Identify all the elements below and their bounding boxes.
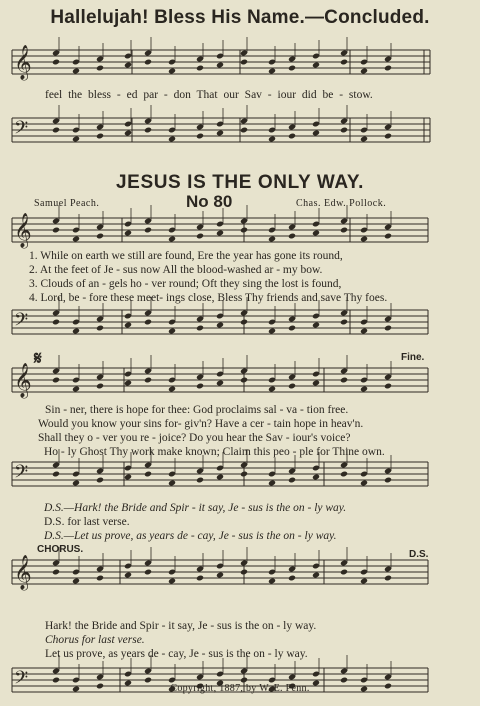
note-head	[96, 325, 104, 332]
note-head	[216, 572, 224, 579]
note-head	[144, 677, 152, 684]
note-head	[312, 130, 320, 137]
refrain-treble-staff	[12, 352, 428, 399]
note-head	[52, 377, 60, 384]
note-head	[144, 471, 152, 478]
note-head	[168, 386, 176, 393]
note-head	[52, 677, 60, 684]
note-head	[52, 127, 60, 134]
note-head	[144, 569, 152, 576]
treble-clef-icon: 𝄞	[14, 45, 32, 80]
note-head	[216, 230, 224, 237]
note-head	[360, 68, 368, 75]
note-head	[72, 68, 80, 75]
bass-clef-icon: 𝄢	[14, 668, 29, 693]
note-head	[360, 236, 368, 243]
note-head	[144, 127, 152, 134]
note-head	[288, 65, 296, 72]
bass-clef-icon: 𝄢	[14, 310, 29, 335]
note-head	[268, 68, 276, 75]
note-head	[96, 233, 104, 240]
note-head	[360, 328, 368, 335]
verse-line-2: 2. At the feet of Je - sus now All the blood-washed ar - my bow.	[29, 264, 323, 276]
note-head	[124, 572, 132, 579]
note-head	[340, 59, 348, 66]
note-head	[288, 325, 296, 332]
note-head	[96, 383, 104, 390]
verse-line-1: 1. While on earth we still are found, Ere the year has gone its round,	[29, 250, 343, 262]
note-head	[384, 133, 392, 140]
note-head	[216, 322, 224, 329]
note-head	[96, 133, 104, 140]
note-head	[196, 477, 204, 484]
note-head	[124, 230, 132, 237]
chorus-line-2: Let us prove, as years de - cay, Je - sus is the on - ly way.	[45, 648, 308, 660]
note-head	[240, 569, 248, 576]
note-head	[124, 474, 132, 481]
bass-clef-icon: 𝄢	[14, 118, 29, 143]
note-head	[240, 471, 248, 478]
note-head	[52, 569, 60, 576]
note-head	[268, 136, 276, 143]
note-head	[168, 328, 176, 335]
bass-clef-icon: 𝄢	[14, 462, 29, 487]
note-head	[124, 322, 132, 329]
note-head	[360, 136, 368, 143]
note-head	[52, 227, 60, 234]
note-head	[268, 236, 276, 243]
hymn-title: JESUS IS THE ONLY WAY.	[116, 172, 364, 193]
note-head	[168, 136, 176, 143]
note-head	[312, 230, 320, 237]
treble-clef-icon: 𝄞	[14, 213, 32, 248]
treble-clef-icon: 𝄞	[14, 363, 32, 398]
note-head	[216, 474, 224, 481]
note-head	[168, 578, 176, 585]
note-head	[360, 386, 368, 393]
note-head	[124, 62, 132, 69]
note-head	[96, 65, 104, 72]
concluded-treble-staff	[12, 37, 430, 81]
chorus-label: CHORUS.	[37, 544, 84, 555]
note-head	[52, 471, 60, 478]
verse-treble-staff	[12, 205, 428, 249]
note-head	[96, 575, 104, 582]
note-head	[384, 575, 392, 582]
note-head	[124, 380, 132, 387]
note-head	[340, 377, 348, 384]
note-head	[196, 325, 204, 332]
note-head	[240, 127, 248, 134]
page-title: Hallelujah! Bless His Name.—Concluded.	[50, 7, 430, 28]
note-head	[340, 471, 348, 478]
note-head	[168, 236, 176, 243]
note-head	[144, 319, 152, 326]
composer: Chas. Edw. Pollock.	[296, 198, 387, 209]
note-head	[72, 328, 80, 335]
note-head	[288, 133, 296, 140]
note-head	[288, 477, 296, 484]
note-head	[312, 380, 320, 387]
note-head	[124, 130, 132, 137]
note-head	[384, 477, 392, 484]
note-head	[312, 322, 320, 329]
note-head	[288, 233, 296, 240]
note-head	[72, 480, 80, 487]
note-head	[196, 233, 204, 240]
verse-line-4: 4. Lord, be - fore these meet- ings close, Bless Thy friends and save Thy foes.	[29, 292, 388, 304]
note-head	[312, 474, 320, 481]
note-head	[52, 319, 60, 326]
note-head	[52, 59, 60, 66]
note-head	[168, 68, 176, 75]
segno-sign: 𝄋	[34, 348, 42, 368]
chorus-note: Chorus for last verse.	[45, 634, 145, 646]
note-head	[240, 227, 248, 234]
note-head	[268, 578, 276, 585]
note-head	[72, 136, 80, 143]
note-head	[216, 380, 224, 387]
note-head	[72, 386, 80, 393]
note-head	[144, 227, 152, 234]
hymn-number: No 80	[186, 192, 233, 211]
concluded-lyric: feel the bless - ed par - don That our Sav - iour did be - stow.	[45, 89, 373, 101]
note-head	[196, 383, 204, 390]
note-head	[340, 319, 348, 326]
copyright: Copyright, 1887, by W. E. Penn.	[170, 683, 310, 694]
refrain-line-1: Sin - ner, there is hope for thee: God proclaims sal - va - tion free.	[45, 404, 349, 416]
note-head	[384, 325, 392, 332]
note-head	[268, 328, 276, 335]
chorus-line-1: Hark! the Bride and Spir - it say, Je - sus is the on - ly way.	[45, 620, 317, 632]
note-head	[384, 65, 392, 72]
note-head	[240, 377, 248, 384]
note-head	[340, 569, 348, 576]
note-head	[312, 572, 320, 579]
concluded-bass-staff	[12, 105, 430, 143]
refrain-line-3: Shall they o - ver you re - joice? Do you hear the Sav - iour's voice?	[38, 432, 351, 444]
note-head	[268, 480, 276, 487]
note-head	[240, 319, 248, 326]
fine-mark: Fine.	[401, 352, 425, 363]
note-head	[268, 386, 276, 393]
verse-line-3: 3. Clouds of an - gels ho - ver round; Oft they sing the lost is found,	[29, 278, 342, 290]
ds-line-3: D.S.—Let us prove, as years de - cay, Je - sus is the on - ly way.	[44, 530, 337, 542]
refrain-line-4: Ho - ly Ghost Thy work make known; Claim this peo - ple for Thine own.	[44, 446, 385, 458]
note-head	[196, 133, 204, 140]
note-head	[384, 233, 392, 240]
ds-line-1: D.S.—Hark! the Bride and Spir - it say, Je - sus is the on - ly way.	[44, 502, 347, 514]
note-head	[168, 480, 176, 487]
note-head	[360, 480, 368, 487]
ds-line-2: D.S. for last verse.	[44, 516, 130, 528]
note-head	[144, 377, 152, 384]
treble-clef-icon: 𝄞	[14, 555, 32, 590]
note-head	[360, 578, 368, 585]
note-head	[196, 575, 204, 582]
note-head	[96, 477, 104, 484]
note-head	[312, 62, 320, 69]
note-head	[216, 62, 224, 69]
note-head	[144, 59, 152, 66]
note-head	[340, 677, 348, 684]
note-head	[288, 383, 296, 390]
note-head	[340, 127, 348, 134]
note-head	[288, 575, 296, 582]
note-head	[196, 65, 204, 72]
chorus-ds-mark: D.S.	[409, 549, 429, 560]
author: Samuel Peach.	[34, 198, 100, 209]
note-head	[72, 578, 80, 585]
note-head	[72, 236, 80, 243]
note-head	[340, 227, 348, 234]
note-head	[384, 383, 392, 390]
note-head	[240, 59, 248, 66]
refrain-line-2: Would you know your sins for- giv'n? Have a cer - tain hope in heav'n.	[38, 418, 364, 430]
note-head	[216, 130, 224, 137]
